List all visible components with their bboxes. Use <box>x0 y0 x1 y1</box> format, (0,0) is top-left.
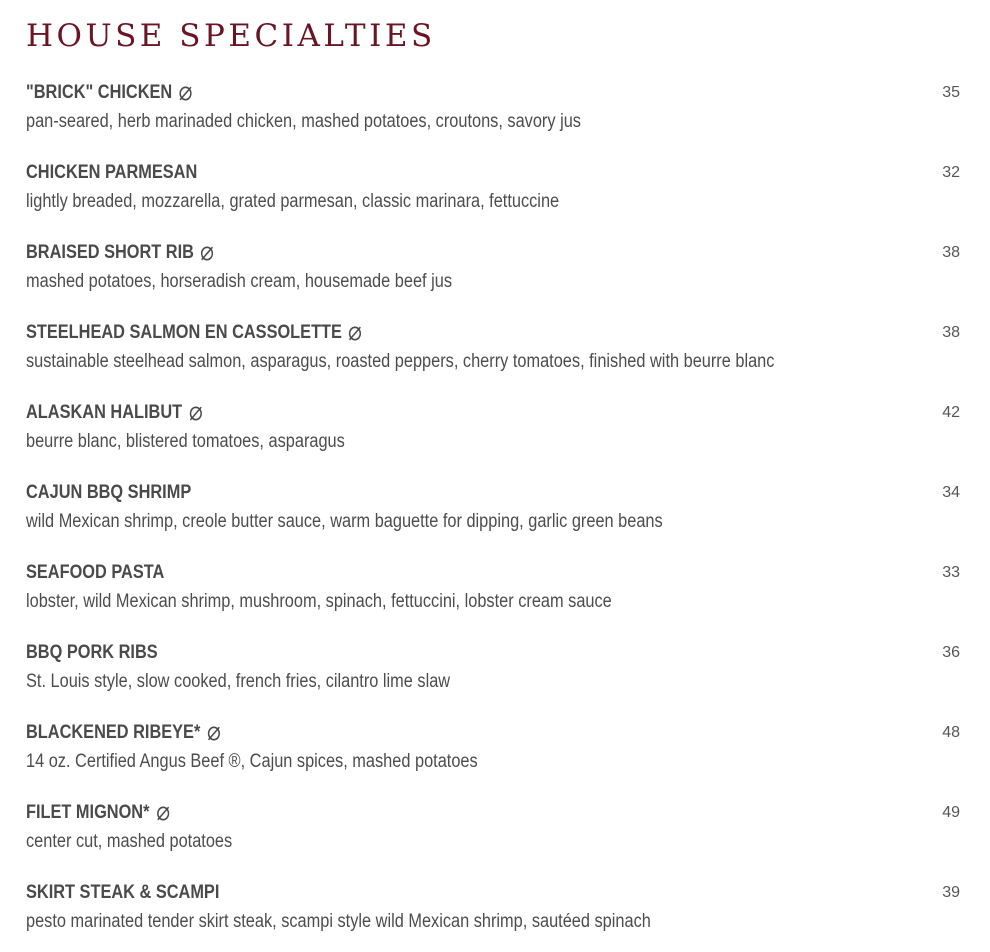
item-head <box>26 720 960 746</box>
item-price: 38 <box>942 244 960 261</box>
menu-item <box>26 400 960 480</box>
item-name <box>26 642 158 664</box>
item-name-text: SEAFOOD PASTA <box>26 562 165 583</box>
item-price: 34 <box>942 484 960 501</box>
item-head <box>26 640 960 666</box>
item-name-text: CAJUN BBQ SHRIMP <box>26 482 192 503</box>
item-name-text: FILET MIGNON* <box>26 802 150 823</box>
item-name <box>26 162 197 184</box>
item-name-text: "BRICK" CHICKEN <box>26 82 173 103</box>
item-price: 33 <box>942 564 960 581</box>
item-name <box>26 82 193 104</box>
item-description: lightly breaded, mozzarella, grated parmesan, classic marinara, fettuccine <box>26 191 560 212</box>
item-description: lobster, wild Mexican shrimp, mushroom, spinach, fettuccini, lobster cream sauce <box>26 591 612 612</box>
item-head <box>26 320 960 346</box>
item-name-text: STEELHEAD SALMON EN CASSOLETTE <box>26 322 342 343</box>
item-price: 38 <box>942 324 960 341</box>
item-name <box>26 882 219 904</box>
item-name <box>26 802 170 824</box>
item-description: sustainable steelhead salmon, asparagus, roasted peppers, cherry tomatoes, finished with beurre blanc <box>26 351 775 372</box>
item-description: mashed potatoes, horseradish cream, housemade beef jus <box>26 271 453 292</box>
item-name-text: CHICKEN PARMESAN <box>26 162 198 183</box>
gluten-free-icon <box>206 725 221 742</box>
item-head <box>26 160 960 186</box>
item-head <box>26 240 960 266</box>
item-head <box>26 560 960 586</box>
item-head <box>26 480 960 506</box>
gluten-free-icon <box>178 85 193 102</box>
item-name <box>26 722 221 744</box>
item-description: St. Louis style, slow cooked, french fries, cilantro lime slaw <box>26 671 451 692</box>
item-name <box>26 242 215 264</box>
item-price: 49 <box>942 804 960 821</box>
gluten-free-icon <box>188 405 203 422</box>
item-price: 48 <box>942 724 960 741</box>
item-name-text: BLACKENED RIBEYE* <box>26 722 201 743</box>
item-description: wild Mexican shrimp, creole butter sauce, warm baguette for dipping, garlic green beans <box>26 511 663 532</box>
menu-item <box>26 800 960 880</box>
menu-list <box>26 80 960 952</box>
gluten-free-icon <box>348 325 363 342</box>
section-title: HOUSE SPECIALTIES <box>26 18 436 54</box>
gluten-free-icon <box>155 805 170 822</box>
item-name <box>26 402 203 424</box>
item-head <box>26 880 960 906</box>
menu-item <box>26 560 960 640</box>
item-description: 14 oz. Certified Angus Beef ®, Cajun spices, mashed potatoes <box>26 751 478 772</box>
item-description: pesto marinated tender skirt steak, scampi style wild Mexican shrimp, sautéed spinach <box>26 911 651 932</box>
item-price: 35 <box>942 84 960 101</box>
menu-item <box>26 640 960 720</box>
item-price: 39 <box>942 884 960 901</box>
item-head <box>26 800 960 826</box>
menu-item <box>26 880 960 952</box>
gluten-free-icon <box>200 245 215 262</box>
item-name-text: ALASKAN HALIBUT <box>26 402 183 423</box>
item-head <box>26 400 960 426</box>
item-price: 36 <box>942 644 960 661</box>
item-name-text: BRAISED SHORT RIB <box>26 242 194 263</box>
item-description: beurre blanc, blistered tomatoes, asparagus <box>26 431 345 452</box>
item-name-text: BBQ PORK RIBS <box>26 642 158 663</box>
item-name-text: SKIRT STEAK & SCAMPI <box>26 882 220 903</box>
menu-item <box>26 80 960 160</box>
item-description: center cut, mashed potatoes <box>26 831 233 852</box>
menu-item <box>26 320 960 400</box>
menu-item <box>26 240 960 320</box>
item-description: pan-seared, herb marinaded chicken, mashed potatoes, croutons, savory jus <box>26 111 581 132</box>
menu-item <box>26 160 960 240</box>
item-price: 42 <box>942 404 960 421</box>
item-name <box>26 562 164 584</box>
item-name <box>26 322 363 344</box>
menu-item <box>26 720 960 800</box>
item-price: 32 <box>942 164 960 181</box>
item-name <box>26 482 191 504</box>
item-head <box>26 80 960 106</box>
menu-item <box>26 480 960 560</box>
